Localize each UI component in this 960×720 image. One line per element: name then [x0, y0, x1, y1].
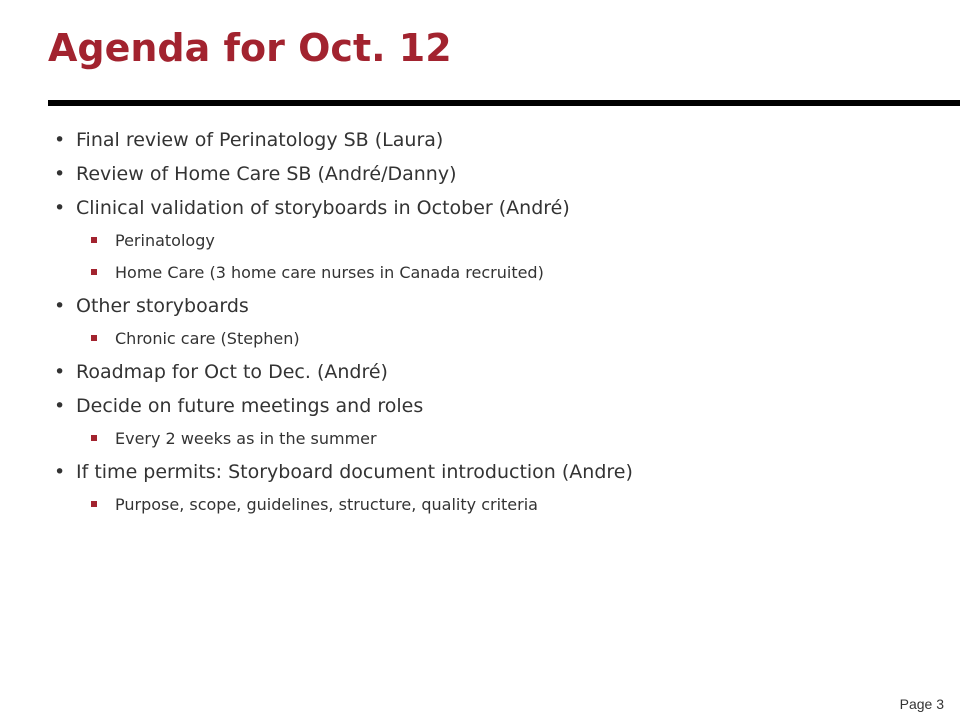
agenda-item-text: Review of Home Care SB (André/Danny)	[76, 163, 457, 185]
agenda-subitem	[48, 225, 928, 257]
bullet-dot-icon: •	[54, 129, 66, 151]
bullet-square-icon	[91, 501, 97, 507]
agenda-item-text: Final review of Perinatology SB (Laura)	[76, 129, 444, 151]
agenda-item	[48, 123, 928, 157]
agenda-subitem	[48, 423, 928, 455]
title-divider	[48, 100, 960, 106]
agenda-item	[48, 191, 928, 225]
agenda-subitem-text: Home Care (3 home care nurses in Canada recruited)	[115, 263, 544, 282]
agenda-subitem	[48, 323, 928, 355]
bullet-dot-icon: •	[54, 295, 66, 317]
agenda-item-text: If time permits: Storyboard document introduction (Andre)	[76, 461, 633, 483]
bullet-square-icon	[91, 435, 97, 441]
agenda-item	[48, 157, 928, 191]
agenda-subitem-text: Purpose, scope, guidelines, structure, quality criteria	[115, 495, 538, 514]
agenda-subitem	[48, 257, 928, 289]
agenda-item	[48, 455, 928, 489]
agenda-item-text: Clinical validation of storyboards in October (André)	[76, 197, 570, 219]
agenda-subitem-text: Chronic care (Stephen)	[115, 329, 300, 348]
agenda-item-text: Other storyboards	[76, 295, 249, 317]
agenda-item-text: Decide on future meetings and roles	[76, 395, 424, 417]
agenda-item	[48, 355, 928, 389]
bullet-square-icon	[91, 335, 97, 341]
agenda-subitem-text: Every 2 weeks as in the summer	[115, 429, 377, 448]
agenda-item	[48, 289, 928, 323]
agenda-list	[48, 123, 928, 521]
page-number: Page 3	[899, 696, 944, 712]
bullet-dot-icon: •	[54, 395, 66, 417]
agenda-subitem	[48, 489, 928, 521]
agenda-item	[48, 389, 928, 423]
bullet-dot-icon: •	[54, 361, 66, 383]
bullet-square-icon	[91, 269, 97, 275]
bullet-square-icon	[91, 237, 97, 243]
slide-title: Agenda for Oct. 12	[48, 26, 452, 70]
agenda-subitem-text: Perinatology	[115, 231, 215, 250]
agenda-item-text: Roadmap for Oct to Dec. (André)	[76, 361, 388, 383]
bullet-dot-icon: •	[54, 197, 66, 219]
bullet-dot-icon: •	[54, 163, 66, 185]
bullet-dot-icon: •	[54, 461, 66, 483]
